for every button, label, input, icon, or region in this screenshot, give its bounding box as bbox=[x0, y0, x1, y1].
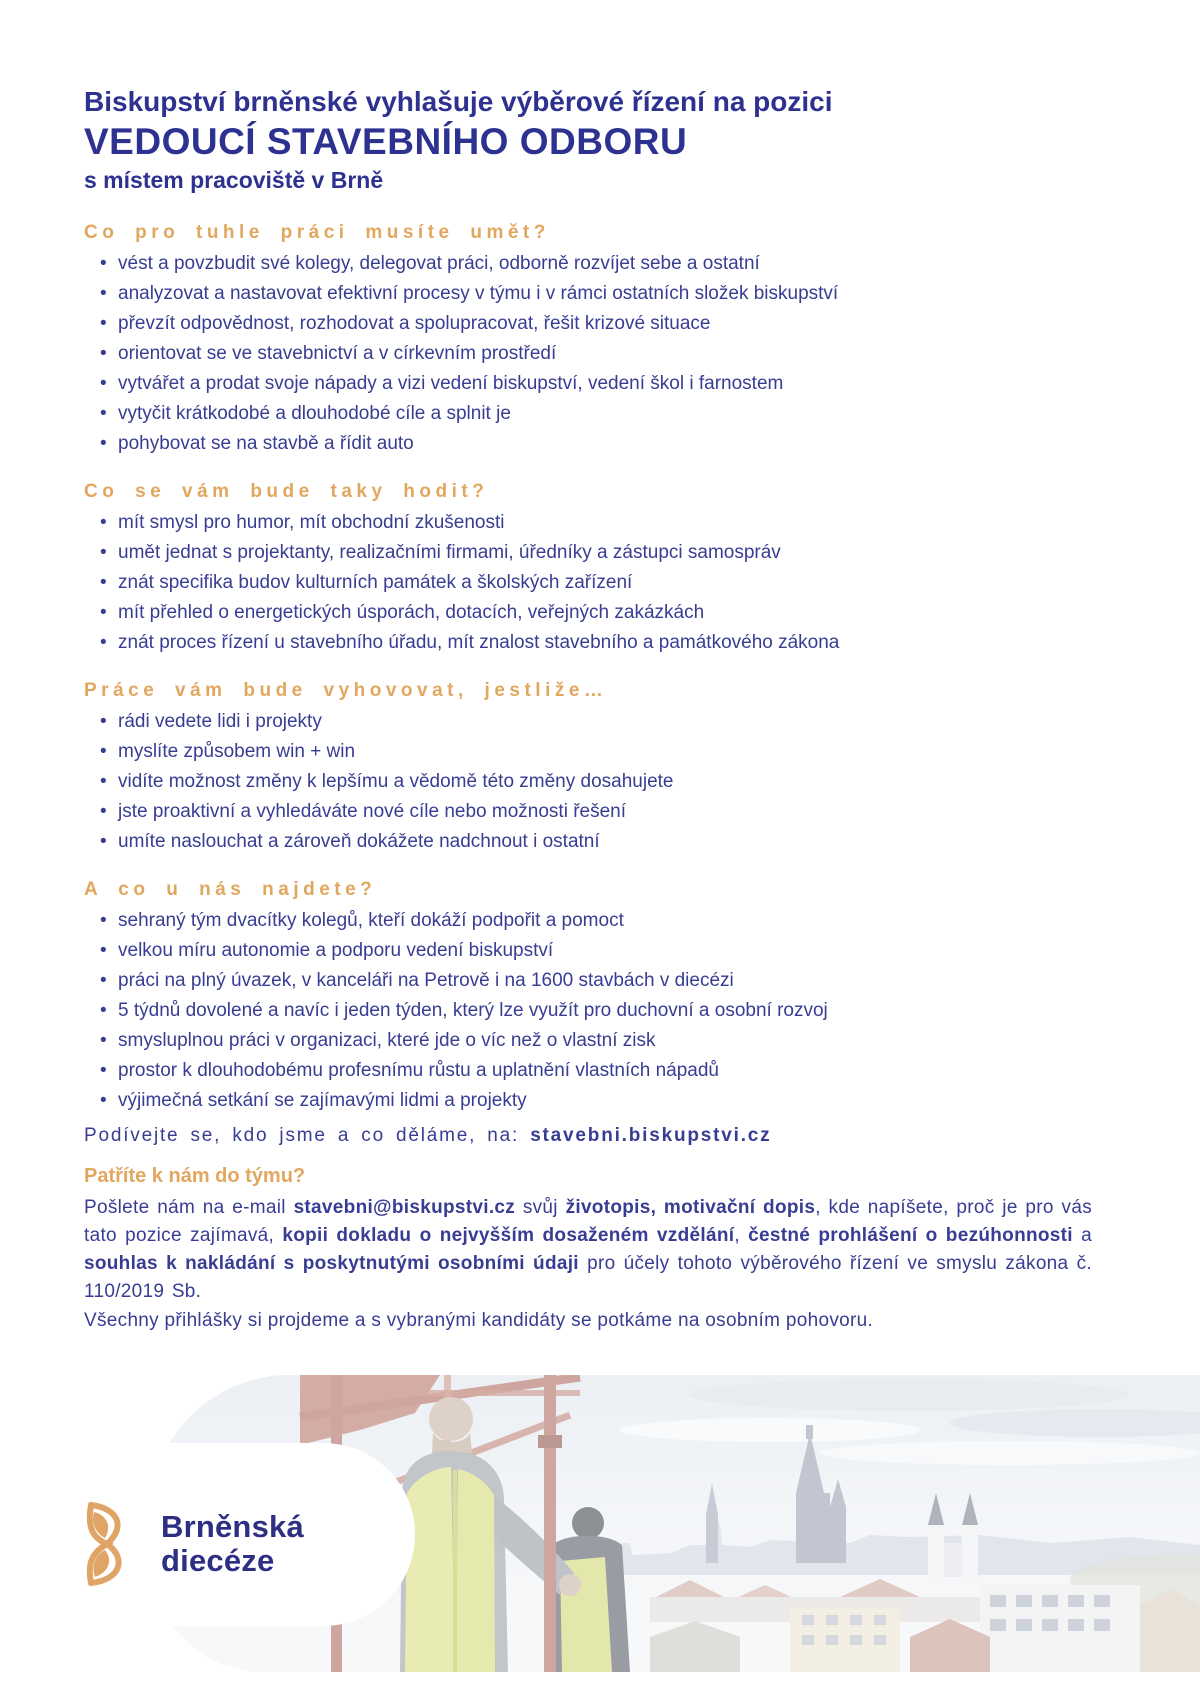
list-item: • vytyčit krátkodobé a dlouhodobé cíle a splnit je bbox=[100, 403, 1092, 424]
apply-closing-line: Všechny přihlášky si projdeme a s vybranými kandidáty se potkáme na osobním pohovoru. bbox=[84, 1310, 874, 1331]
section-heading: A co u nás najdete? bbox=[84, 879, 377, 900]
list-item: • orientovat se ve stavebnictví a v církevním prostředí bbox=[100, 343, 1092, 364]
apply-paragraph-bold-run: kopii dokladu o nejvyšším dosaženém vzdělání bbox=[282, 1225, 735, 1246]
bullet-list bbox=[100, 253, 1092, 454]
diocese-logo bbox=[83, 1500, 304, 1588]
page-title-intro: Biskupství brněnské vyhlašuje výběrové řízení na pozici bbox=[84, 86, 833, 117]
apply-paragraph-bold-run: čestné prohlášení o bezúhonnosti bbox=[748, 1225, 1073, 1246]
list-item: • rádi vedete lidi i projekty bbox=[100, 711, 1092, 732]
list-item: • znát proces řízení u stavebního úřadu, mít znalost stavebního a památkového zákona bbox=[100, 632, 1092, 653]
bullet-list bbox=[100, 711, 1092, 852]
list-item: • velkou míru autonomie a podporu vedení biskupství bbox=[100, 940, 1092, 961]
list-item: • jste proaktivní a vyhledáváte nové cíle nebo možnosti řešení bbox=[100, 801, 1092, 822]
website-cta-line bbox=[84, 1123, 1092, 1149]
list-item: • vidíte možnost změny k lepšímu a vědomě této změny dosahujete bbox=[100, 771, 1092, 792]
page-title-position: VEDOUCÍ STAVEBNÍHO ODBORU bbox=[84, 121, 688, 162]
list-item: • myslíte způsobem win + win bbox=[100, 741, 1092, 762]
list-item: • 5 týdnů dovolené a navíc i jeden týden, který lze využít pro duchovní a osobní rozvoj bbox=[100, 1000, 1092, 1021]
website-cta-prefix: Podívejte se, kdo jsme a co děláme, na: bbox=[84, 1125, 531, 1146]
page-title-location: s místem pracoviště v Brně bbox=[84, 167, 384, 193]
list-item: • vytvářet a prodat svoje nápady a vizi vedení biskupství, vedení škol i farnostem bbox=[100, 373, 1092, 394]
apply-paragraph-run: svůj bbox=[515, 1197, 566, 1218]
apply-paragraph-run: a bbox=[1072, 1225, 1092, 1246]
list-item: • vést a povzbudit své kolegy, delegovat práci, odborně rozvíjet sebe a ostatní bbox=[100, 253, 1092, 274]
list-item: • převzít odpovědnost, rozhodovat a spolupracovat, řešit krizové situace bbox=[100, 313, 1092, 334]
list-item: • znát specifika budov kulturních památek a školských zařízení bbox=[100, 572, 1092, 593]
section-heading: Práce vám bude vyhovovat, jestliže… bbox=[84, 680, 608, 701]
section bbox=[84, 220, 1092, 454]
list-item: • práci na plný úvazek, v kanceláři na Petrově i na 1600 stavbách v diecézi bbox=[100, 970, 1092, 991]
list-item: • analyzovat a nastavovat efektivní procesy v týmu i v rámci ostatních složek biskupství bbox=[100, 283, 1092, 304]
list-item: • mít smysl pro humor, mít obchodní zkušenosti bbox=[100, 512, 1092, 533]
apply-paragraph-run: , bbox=[734, 1225, 749, 1246]
apply-paragraph-run: Pošlete nám na e-mail bbox=[84, 1197, 294, 1218]
list-item: • smysluplnou práci v organizaci, které jde o víc než o vlastní zisk bbox=[100, 1030, 1092, 1051]
diocese-leaf-b-monogram-icon bbox=[83, 1500, 139, 1588]
diocese-logo-text bbox=[161, 1510, 304, 1578]
list-item: • umíte naslouchat a zároveň dokážete nadchnout i ostatní bbox=[100, 831, 1092, 852]
bullet-list bbox=[100, 512, 1092, 653]
list-item: • výjimečná setkání se zajímavými lidmi a projekty bbox=[100, 1090, 1092, 1111]
website-url: stavebni.biskupstvi.cz bbox=[530, 1125, 772, 1146]
section bbox=[84, 479, 1092, 653]
list-item: • prostor k dlouhodobému profesnímu růstu a uplatnění vlastních nápadů bbox=[100, 1060, 1092, 1081]
apply-paragraph bbox=[84, 1194, 1092, 1306]
list-item: • mít přehled o energetických úsporách, dotacích, veřejných zakázkách bbox=[100, 602, 1092, 623]
logo-line2: diecéze bbox=[161, 1543, 275, 1578]
sections bbox=[84, 220, 1092, 1111]
list-item: • umět jednat s projektanty, realizačními firmami, úředníky a zástupci samospráv bbox=[100, 542, 1092, 563]
apply-paragraph-run: pro účely tohoto výběrového řízení ve smyslu zákona č. 110/2019 Sb. bbox=[84, 1253, 1092, 1302]
apply-paragraph-bold-run: životopis, motivační dopis bbox=[565, 1197, 816, 1218]
section bbox=[84, 877, 1092, 1111]
bullet-list bbox=[100, 910, 1092, 1111]
logo-line1: Brněnská bbox=[161, 1509, 304, 1544]
section-heading: Co se vám bude taky hodit? bbox=[84, 481, 489, 502]
list-item: • sehraný tým dvacítky kolegů, kteří dokáží podpořit a pomoct bbox=[100, 910, 1092, 931]
apply-paragraph-bold-run: souhlas k nakládání s poskytnutými osobními údaji bbox=[84, 1253, 579, 1274]
apply-paragraph-bold-run: stavebni@biskupstvi.cz bbox=[293, 1197, 516, 1218]
list-item: • pohybovat se na stavbě a řídit auto bbox=[100, 433, 1092, 454]
section-heading: Co pro tuhle práci musíte umět? bbox=[84, 222, 550, 243]
apply-heading: Patříte k nám do týmu? bbox=[84, 1165, 306, 1187]
section bbox=[84, 678, 1092, 852]
apply-paragraph-run: , kde napíšete, proč je pro vás tato pozice zajímavá, bbox=[84, 1197, 1093, 1246]
